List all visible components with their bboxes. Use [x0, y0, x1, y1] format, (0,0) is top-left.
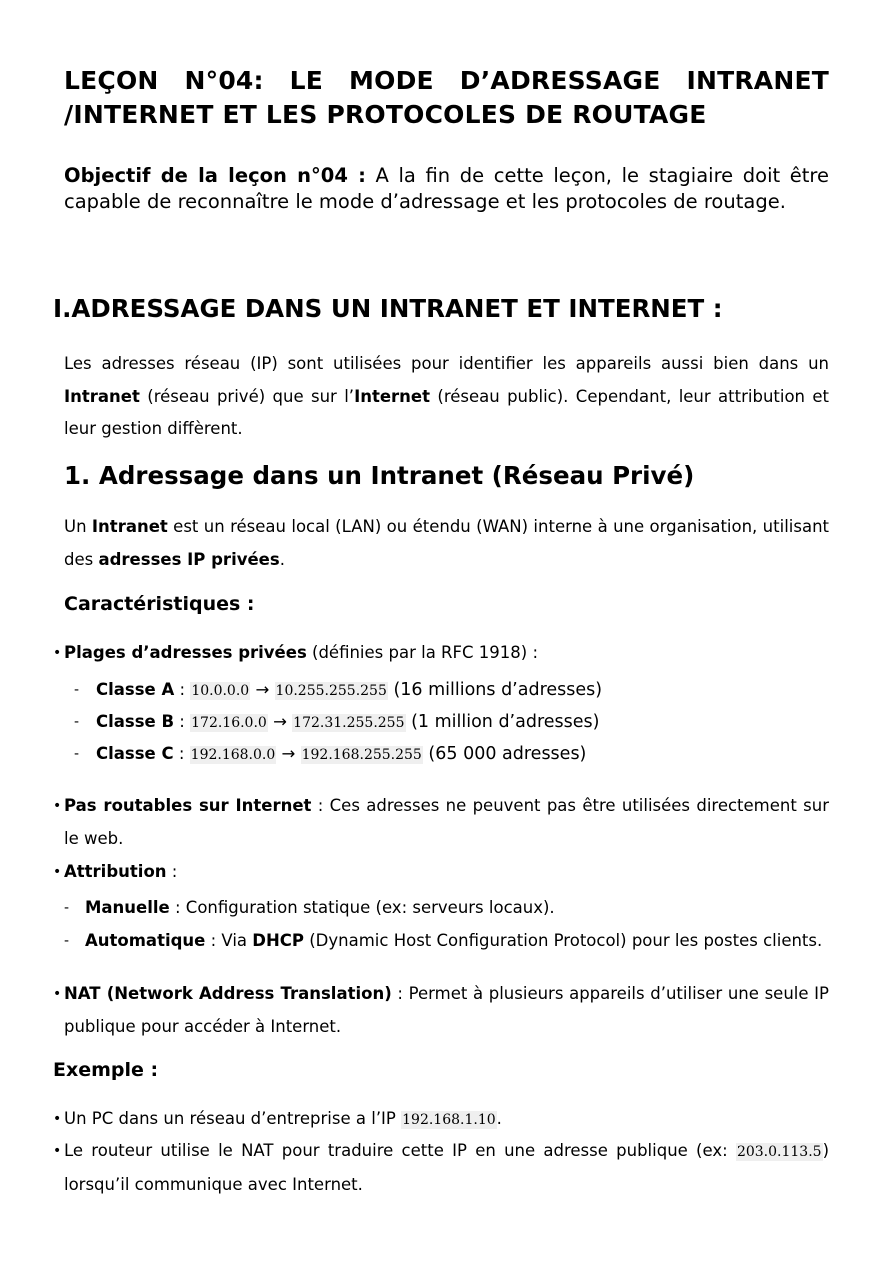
- item-label: Automatique: [85, 931, 206, 950]
- ip-range-start: 172.16.0.0: [191, 715, 267, 731]
- separator: :: [173, 744, 190, 763]
- dash-glyph: -: [74, 714, 80, 730]
- lesson-objective: [64, 163, 829, 215]
- bullet-private-ranges: [53, 637, 829, 670]
- bold-term: Intranet: [91, 517, 168, 536]
- separator: :: [174, 680, 191, 699]
- bullet-label: Pas routables sur Internet: [64, 796, 312, 815]
- ip-range-end: 172.31.255.255: [293, 715, 405, 731]
- range-note: (1 million d’adresses): [405, 712, 600, 732]
- dash-glyph: -: [74, 682, 80, 698]
- bold-term: Internet: [354, 386, 430, 406]
- bullet-glyph: •: [53, 798, 62, 814]
- bullet-text: .: [496, 1109, 502, 1128]
- text-run: Les adresses réseau (IP) sont utilisées pour identifier les appareils aussi bien dans un: [64, 354, 829, 373]
- subsection-heading: 1. Adressage dans un Intranet (Réseau Privé): [64, 461, 695, 490]
- ip-address: 203.0.113.5: [736, 1144, 822, 1160]
- ip-range-start: 192.168.0.0: [190, 747, 276, 763]
- arrow: →: [267, 712, 293, 731]
- bold-term: Intranet: [64, 386, 140, 406]
- bullet-label: Plages d’adresses privées: [64, 643, 307, 662]
- bullet-text: (définies par la RFC 1918) :: [306, 643, 539, 662]
- bullet-label: NAT (Network Address Translation): [64, 984, 392, 1003]
- bold-term: adresses IP privées: [98, 549, 280, 569]
- bullet-glyph: •: [53, 1143, 62, 1159]
- objective-text: A la fin de cette leçon, le stagiaire doit être capable de reconnaître le mode d’adressage et les protocoles de routage.: [64, 164, 830, 213]
- section-heading: I.ADRESSAGE DANS UN INTRANET ET INTERNET :: [53, 294, 723, 323]
- intranet-intro-paragraph: [64, 511, 829, 576]
- ip-range-start: 10.0.0.0: [191, 683, 250, 699]
- bullet-text: : Permet à plusieurs appareils d’utiliser une seule IP publique pour accéder à Internet.: [64, 984, 829, 1036]
- example-item-2: [53, 1135, 829, 1201]
- range-note: (65 000 adresses): [422, 744, 587, 764]
- text-run: (réseau public). Cependant, leur attribution et leur gestion diffèrent.: [64, 386, 830, 438]
- bullet-not-routable: [53, 790, 829, 855]
- objective-label: Objectif de la leçon n°04 :: [64, 164, 366, 187]
- bullet-text: : Ces adresses ne peuvent pas être utilisées directement sur le web.: [64, 796, 829, 848]
- bullet-glyph: •: [53, 1111, 62, 1127]
- arrow: →: [250, 680, 275, 699]
- dash-glyph: -: [74, 746, 80, 762]
- dash-glyph: -: [64, 933, 70, 949]
- bullet-label: Attribution: [64, 862, 167, 881]
- class-name: Classe C: [96, 744, 174, 763]
- characteristics-heading: Caractéristiques :: [64, 593, 255, 615]
- bullet-text: :: [166, 862, 178, 881]
- ip-address: 192.168.1.10: [402, 1112, 496, 1128]
- example-item-1: [53, 1103, 829, 1137]
- item-text: (Dynamic Host Configuration Protocol) pour les postes clients.: [304, 931, 823, 950]
- bullet-text: Un PC dans un réseau d’entreprise a l’IP: [64, 1109, 402, 1128]
- dash-glyph: -: [64, 900, 70, 916]
- bullet-text: ) lorsqu’il communique avec Internet.: [64, 1141, 829, 1194]
- bullet-text: Le routeur utilise le NAT pour traduire cette IP en une adresse publique (ex:: [64, 1141, 736, 1160]
- item-text: : Configuration statique (ex: serveurs locaux).: [169, 898, 555, 917]
- arrow: →: [276, 744, 301, 763]
- item-text: : Via: [205, 931, 253, 950]
- separator: :: [174, 712, 191, 731]
- bullet-nat: [53, 978, 829, 1043]
- text-run: .: [279, 549, 285, 569]
- class-name: Classe A: [96, 680, 175, 699]
- bold-term: DHCP: [252, 931, 304, 950]
- bullet-glyph: •: [53, 645, 62, 661]
- text-run: (réseau privé) que sur l’: [139, 386, 355, 406]
- section-intro-paragraph: [64, 348, 829, 446]
- example-heading: Exemple :: [53, 1059, 159, 1081]
- bullet-glyph: •: [53, 986, 62, 1002]
- ip-range-end: 10.255.255.255: [275, 683, 387, 699]
- class-name: Classe B: [96, 712, 175, 731]
- item-label: Manuelle: [85, 898, 170, 917]
- bullet-attribution: [53, 856, 829, 889]
- text-run: Un: [64, 517, 92, 536]
- text-run: est un réseau local (LAN) ou étendu (WAN) interne à une organisation, utilisant des: [64, 517, 829, 569]
- range-note: (16 millions d’adresses): [387, 680, 603, 700]
- bullet-glyph: •: [53, 864, 62, 880]
- lesson-title: LEÇON N°04: LE MODE D’ADRESSAGE INTRANET /INTERNET ET LES PROTOCOLES DE ROUTAGE: [64, 66, 829, 129]
- ip-range-end: 192.168.255.255: [301, 747, 422, 763]
